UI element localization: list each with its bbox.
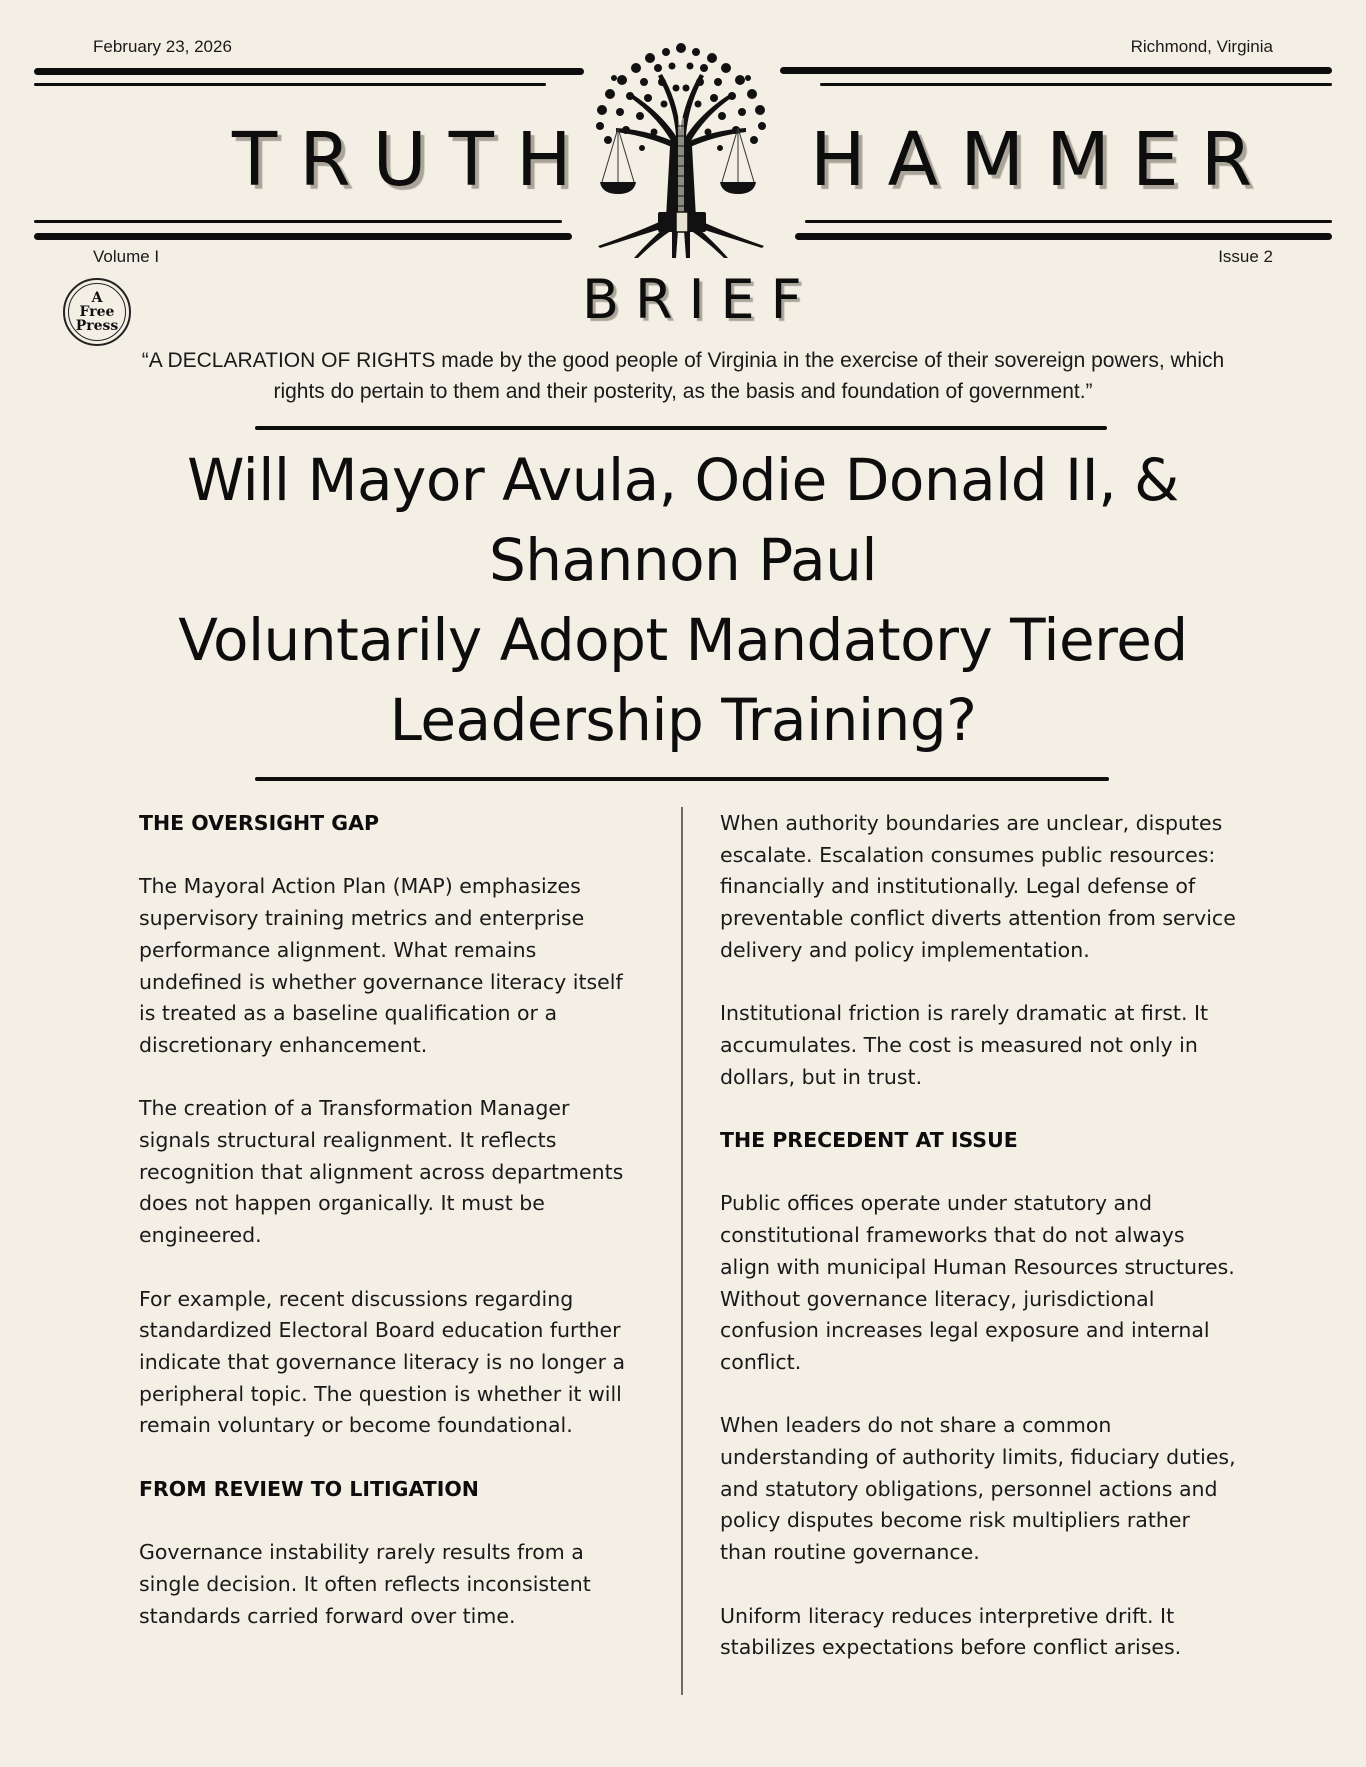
article-paragraph: Institutional friction is rarely dramatic at first. It accumulates. The cost is measured not only in dollars, but in trust. xyxy=(720,1001,1209,1089)
masthead-rule-top-right-thin xyxy=(820,83,1332,86)
article-paragraph: The Mayoral Action Plan (MAP) emphasizes supervisory training metrics and enterprise performance alignment. What remains undefined is whether governance literacy itself is treated as a baseline qualification or a discretionary enhancement. xyxy=(139,874,623,1057)
epigraph-rule xyxy=(255,426,1107,430)
issue-location: Richmond, Virginia xyxy=(1130,37,1273,56)
column-divider xyxy=(681,807,683,1695)
headline-line-1: Will Mayor Avula, Odie Donald II, & xyxy=(187,446,1179,514)
free-press-stamp-icon xyxy=(63,278,131,346)
masthead-rule-top-left-thick xyxy=(34,68,584,75)
article-headline xyxy=(100,440,1266,760)
issue-number: Issue 2 xyxy=(1218,247,1273,266)
masthead-rule-top-right-thick xyxy=(780,67,1332,74)
stamp-line-2: Free xyxy=(79,304,115,320)
article-right-column xyxy=(720,808,1240,1696)
masthead-rule-top-left-thin xyxy=(34,83,546,86)
stamp-line-3: Press xyxy=(75,318,119,334)
headline-rule xyxy=(255,777,1109,781)
article-paragraph: The creation of a Transformation Manager signals structural realignment. It reflects recognition that alignment across departments does not happen organically. It must be engineered. xyxy=(139,1096,624,1248)
article-paragraph: Uniform literacy reduces interpretive drift. It stabilizes expectations before conflict arises. xyxy=(720,1603,1182,1660)
masthead-rule-bottom-right-thin xyxy=(805,220,1332,223)
article-paragraph: Public offices operate under statutory and constitutional frameworks that do not always align with municipal Human Resources structures. Without governance literacy, jurisdictional confusion increases legal exposure and internal conflict. xyxy=(720,1191,1235,1374)
headline-line-3: Voluntarily Adopt Mandatory Tiered xyxy=(178,606,1188,674)
stamp-line-1: A xyxy=(91,290,103,306)
masthead-rule-bottom-left-thin xyxy=(34,220,562,223)
masthead-rule-bottom-left-thick xyxy=(34,233,572,240)
section-heading-oversight-gap: THE OVERSIGHT GAP xyxy=(139,811,380,835)
volume-label: Volume I xyxy=(93,247,160,266)
masthead-subtitle: BRIEF xyxy=(582,268,818,331)
article-left-column xyxy=(139,808,639,1664)
article-paragraph: Governance instability rarely results from a single decision. It often reflects inconsistent standards carried forward over time. xyxy=(139,1540,591,1628)
section-heading-precedent-at-issue: THE PRECEDENT AT ISSUE xyxy=(720,1128,1018,1152)
section-heading-review-to-litigation: FROM REVIEW TO LITIGATION xyxy=(139,1476,479,1501)
masthead-title-left: TRUTH xyxy=(232,117,594,203)
article-paragraph: For example, recent discussions regarding standardized Electoral Board education further indicate that governance literacy is no longer a peripheral topic. The question is whether it will remain voluntary or become foundational. xyxy=(139,1286,626,1438)
masthead-rule-bottom-right-thick xyxy=(795,233,1332,240)
epigraph-quote: “A DECLARATION OF RIGHTS made by the good people of Virginia in the exercise of their sovereign powers, which rights do pertain to them and their posterity, as the basis and foundation of government.” xyxy=(141,349,1225,403)
headline-line-2: Shannon Paul xyxy=(488,526,878,594)
tree-of-justice-with-scales-icon xyxy=(578,36,784,264)
issue-date: February 23, 2026 xyxy=(93,37,232,56)
masthead-title-right: HAMMER xyxy=(810,117,1275,203)
article-paragraph: When leaders do not share a common understanding of authority limits, fiduciary duties, and statutory obligations, personnel actions and policy disputes become risk multipliers rather than routine governance. xyxy=(720,1413,1236,1565)
article-paragraph: When authority boundaries are unclear, disputes escalate. Escalation consumes public resources: financially and institutionally. Legal defense of preventable conflict diverts attention from service delivery and policy implementation. xyxy=(720,811,1236,962)
headline-line-4: Leadership Training? xyxy=(389,686,977,754)
